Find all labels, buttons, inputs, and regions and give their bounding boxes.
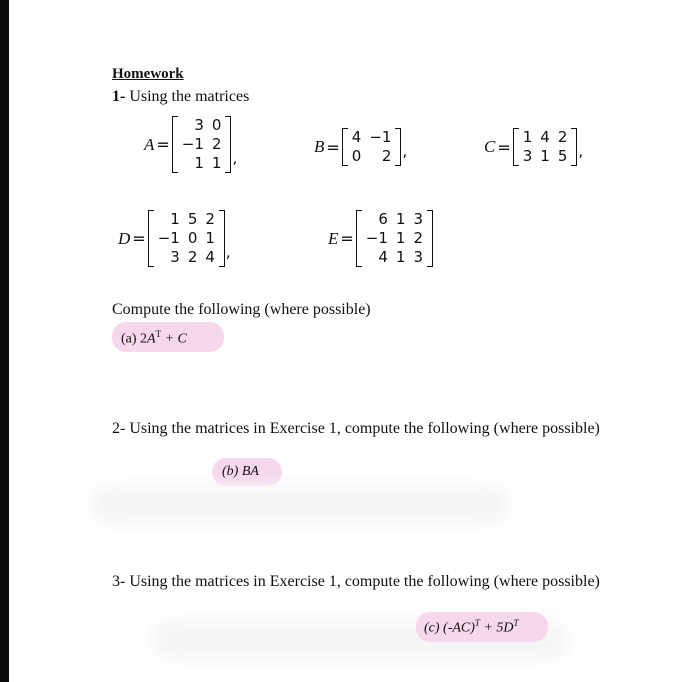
part-a-transpose: T <box>155 329 162 339</box>
matrix-a-equals: = <box>156 135 170 154</box>
matrix-cell: 1 <box>522 128 533 146</box>
matrix-c-table <box>519 128 572 166</box>
matrix-cell: 6 <box>378 210 388 228</box>
matrix-cell: 0 <box>211 116 222 134</box>
matrix-b-bracket <box>342 128 402 166</box>
matrix-b-table <box>348 128 396 166</box>
matrix-cell: −1 <box>369 128 392 146</box>
matrix-d <box>118 210 231 267</box>
matrix-b-equals: = <box>326 137 340 157</box>
matrix-d-comma: , <box>225 243 231 261</box>
matrix-cell: 0 <box>351 147 362 165</box>
matrix-a-name: A <box>144 134 155 154</box>
question-3-text: 3- Using the matrices in Exercise 1, compute the following (where possible) <box>112 573 600 590</box>
matrix-c <box>484 128 583 166</box>
compute-instruction: Compute the following (where possible) <box>112 301 371 318</box>
question-1-body: Using the matrices <box>129 88 250 105</box>
matrix-a-table <box>178 116 226 173</box>
matrix-cell: −1 <box>365 229 388 247</box>
question-1-number: 1- <box>112 88 126 105</box>
matrix-cell: 4 <box>378 248 388 266</box>
matrix-a-comma: , <box>232 149 238 167</box>
matrix-e <box>328 210 433 267</box>
left-border-bar <box>0 0 9 682</box>
part-a-label: (a) <box>121 331 137 347</box>
matrix-a <box>144 116 237 173</box>
part-a-matrix: A <box>147 331 156 347</box>
part-a-coef: 2 <box>140 331 148 347</box>
matrix-d-table <box>154 210 219 267</box>
matrix-cell: 2 <box>211 135 222 153</box>
matrix-cell: 1 <box>395 248 406 266</box>
matrix-cell: 1 <box>395 229 406 247</box>
part-c-mid: + 5D <box>479 620 514 636</box>
matrix-d-equals: = <box>132 229 146 248</box>
matrix-e-table <box>362 210 427 267</box>
matrix-cell: 2 <box>413 229 424 247</box>
part-b <box>222 464 259 480</box>
part-c <box>424 618 519 637</box>
matrix-e-name: E <box>328 228 339 248</box>
matrix-cell: 3 <box>194 116 204 134</box>
question-1-text <box>112 89 249 105</box>
matrix-cell: 1 <box>211 154 222 172</box>
matrix-d-name: D <box>118 228 131 248</box>
part-c-transpose-2: T <box>513 618 519 628</box>
matrix-e-equals: = <box>340 229 354 248</box>
matrix-cell: 1 <box>194 154 204 172</box>
matrix-cell: 0 <box>187 229 198 247</box>
matrix-d-bracket <box>148 210 225 267</box>
matrix-cell: 1 <box>395 210 406 228</box>
matrix-cell: 4 <box>351 128 362 146</box>
matrix-cell: 2 <box>187 248 198 266</box>
question-2-text: 2- Using the matrices in Exercise 1, compute the following (where possible) <box>112 420 600 437</box>
matrix-cell: −1 <box>181 135 204 153</box>
matrix-cell: 2 <box>557 128 568 146</box>
matrix-cell: 3 <box>522 147 533 165</box>
matrix-cell: −1 <box>157 229 180 247</box>
erased-smudge <box>90 485 510 525</box>
matrix-e-bracket <box>356 210 433 267</box>
part-b-label: (b) <box>222 464 239 479</box>
matrix-c-bracket <box>513 128 578 166</box>
matrix-cell: 2 <box>205 210 215 228</box>
part-a <box>121 329 187 348</box>
part-c-text: (c) (-AC) <box>424 620 475 636</box>
matrix-cell: 3 <box>170 248 180 266</box>
matrix-cell: 1 <box>540 147 550 165</box>
matrix-cell: 4 <box>540 128 550 146</box>
matrix-cell: 1 <box>170 210 180 228</box>
part-a-rest: + C <box>161 331 187 347</box>
matrix-c-comma: , <box>578 142 584 160</box>
matrix-cell: 3 <box>413 248 424 266</box>
matrix-b-name: B <box>314 137 325 156</box>
part-c-transpose: T <box>474 618 480 628</box>
matrix-c-equals: = <box>497 137 511 157</box>
matrix-cell: 1 <box>205 229 215 247</box>
matrix-cell: 3 <box>413 210 424 228</box>
matrix-cell: 4 <box>205 248 215 266</box>
matrix-cell: 2 <box>381 147 392 165</box>
part-b-text: BA <box>241 464 259 479</box>
matrix-cell: 5 <box>557 147 568 165</box>
matrix-b <box>314 128 407 166</box>
homework-title: Homework <box>112 66 184 82</box>
matrix-cell: 5 <box>187 210 198 228</box>
matrix-c-name: C <box>484 137 496 156</box>
matrix-b-comma: , <box>402 142 408 160</box>
matrix-a-bracket <box>172 116 232 173</box>
